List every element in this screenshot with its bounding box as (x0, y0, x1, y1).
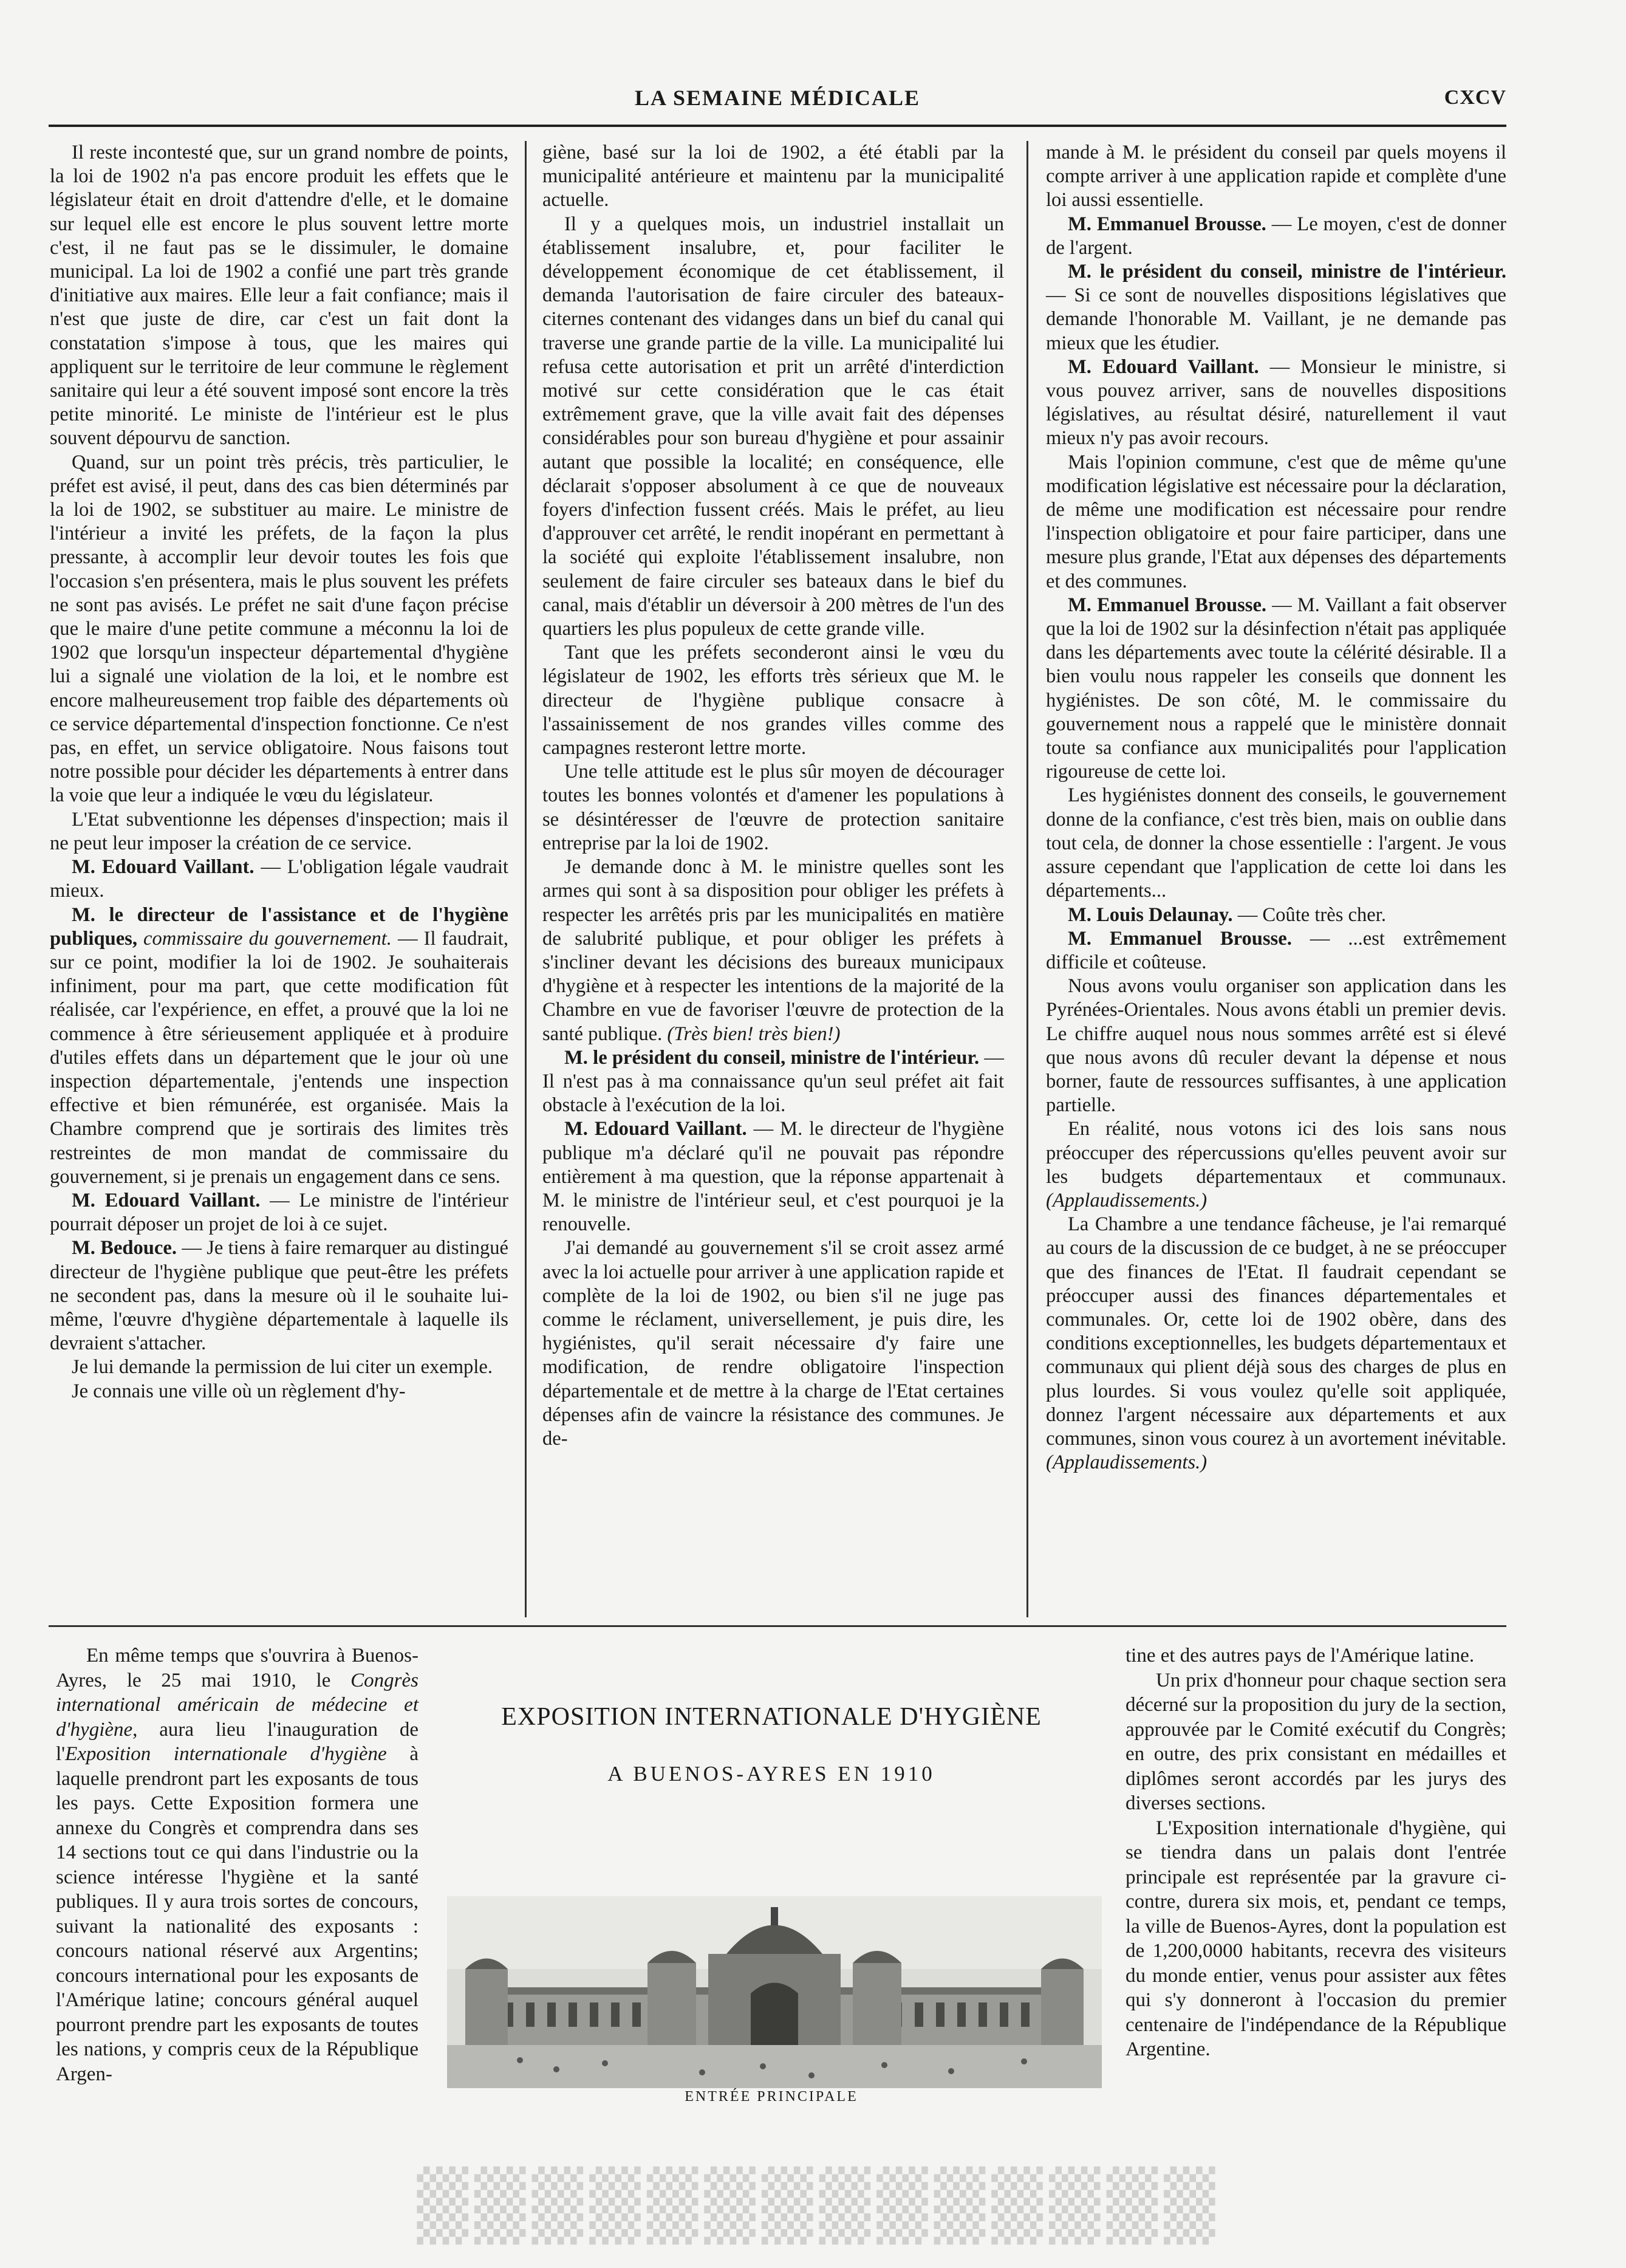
speaker-name: M. Louis Delaunay. (1068, 903, 1233, 926)
speech-paragraph (50, 903, 508, 1189)
paragraph: tine et des autres pays de l'Amérique latine. (1126, 1645, 1475, 1667)
header-rule (49, 125, 1506, 127)
applause-note: (Applaudissements.) (1046, 1451, 1208, 1474)
speaker-name: M. le président du conseil, ministre de l'intérieur. (1068, 261, 1506, 283)
paragraph (1046, 1117, 1506, 1213)
speaker-role: commissaire du gouvernement. (137, 927, 392, 950)
paragraph-text: En réalité, nous votons ici des lois sans nous préoccuper des répercussions qu'elles peuvent avoir sur les budgets départementaux et communaux. (1046, 1118, 1506, 1188)
text-run: En même temps que s'ouvrira à Buenos-Ayres, le 25 mai 1910, le (56, 1645, 418, 1691)
speech-paragraph (50, 1236, 508, 1355)
text-run: à laquelle prendront part les exposants de tous les pays. Cette Exposition formera une annexe du Congrès et comprendra dans ses 14 sections tout ce qui dans l'industrie ou la science intéresse l'hygiène et la santé publiques. Il y aura trois sortes de concours, suivant la nationalité des exposants : concours national réservé aux Argentins; concours international pour les exposants de l'Amérique latine; concours général auquel pourront prendre part les exposants de toutes les nations, y compris ceux de la République Argen- (56, 1743, 418, 2085)
speech-text: — M. le directeur de l'hygiène publique m'a déclaré qu'il ne pouvait pas répondre entièrement à ma question, que la réponse appartenait à M. le ministre de l'intérieur seul, et c'est pourquoi je la renouvelle. (542, 1118, 1004, 1236)
paragraph: mande à M. le président du conseil par quels moyens il compte arriver à une application rapide et complète d'une loi aussi essentielle. (1046, 142, 1506, 211)
speech-text: — Je tiens à faire remarquer au distingué directeur de l'hygiène publique que peut-être les préfets ne secondent pas, dans la mesure où il le souhaite lui-même, l'œuvre d'hygiène départementale à laquelle ils devraient s'attacher. (50, 1237, 508, 1355)
speech-paragraph (50, 1189, 508, 1236)
paragraph: Les hygiénistes donnent des conseils, le gouvernement donne de la confiance, c'est très bien, mais on oublie dans tout cela, de donner la chose essentielle : l'argent. Je vous assure cependant que l'application de cette loi dans les départements... (1046, 784, 1506, 902)
paragraph: J'ai demandé au gouvernement s'il se croit assez armé avec la loi actuelle pour arriver à une application rapide et complète de la loi de 1902, ou bien s'il ne juge pas comme le réclament, universellement, je puis dire, les hygiénistes, qu'il serait nécessaire d'y faire une modification, de rendre obligatoire l'inspection départementale et de mettre à la charge de l'Etat certaines dépenses afin de vaincre la résistance des communes. Je de- (542, 1237, 1004, 1450)
column-1 (50, 141, 508, 1403)
speech-paragraph (542, 1046, 1004, 1118)
speech-text: — Il n'est pas à ma connaissance qu'un seul préfet ait fait obstacle à l'exécution de la loi. (542, 1046, 1004, 1117)
expo-right-column (1126, 1643, 1506, 2062)
paragraph: Il y a quelques mois, un industriel installait un établissement insalubre, et, pour faciliter le développement économique de cet établissement, il demanda l'autorisation de faire circuler des bateaux-citernes contenant des vidanges dans un bief du canal qui traverse une grande partie de la ville. La municipalité lui refusa cette autorisation et prit un arrêté d'interdiction motivé sur cette considération que le cas était extrêmement grave, que la ville avait fait des dépenses considérables pour son bureau d'hygiène et pour assainir autant que possible la localité; en conséquence, elle déclarait s'opposer absolument à ce que de nouveaux foyers d'infection fussent créés. Mais le préfet, au lieu d'approuver cet arrêté, le rendit inopérant en permettant à la société qui exploite l'établissement insalubre, non seulement de faire circuler ses bateaux dans le bief du canal, mais d'établir un déversoir à 200 mètres de l'un des quartiers les plus populeux de cette grande ville. (542, 213, 1004, 640)
paragraph: Il reste incontesté que, sur un grand nombre de points, la loi de 1902 n'a pas encore produit les effets que le législateur était en droit d'attendre d'elle, et le domaine sur lequel elle est encore le plus souvent lettre morte c'est, il ne faut pas se le dissimuler, le domaine municipal. La loi de 1902 a confié une part très grande d'initiative aux maires. Elle leur a fait confiance; mais il n'est que juste de dire, car c'est un fait dont la constatation s'impose à tous, que les maires qui appliquent sur le territoire de leur commune le règlement sanitaire qui leur a été souvent imposé sont encore la très petite minorité. Le ministe de l'intérieur est le plus souvent dépourvu de sanction. (50, 142, 508, 450)
engraving-caption: ENTRÉE PRINCIPALE (685, 2089, 858, 2105)
column-rule (1026, 141, 1028, 1617)
paragraph: Je lui demande la permission de lui citer un exemple. (72, 1356, 493, 1379)
column-2 (542, 141, 1004, 1451)
speech-text: — ...est extrêmement difficile et coûteuse. (1046, 927, 1506, 973)
speaker-name: M. Edouard Vaillant. (564, 1118, 747, 1140)
paragraph: giène, basé sur la loi de 1902, a été établi par la municipalité antérieure et maintenu par la municipalité actuelle. (542, 142, 1004, 211)
article-subtitle: A BUENOS-AYRES EN 1910 (607, 1762, 935, 1786)
journal-title: LA SEMAINE MÉDICALE (634, 86, 921, 110)
speech-text: — Il faudrait, sur ce point, modifier la loi de 1902. Je souhaiterais infiniment, pour ma part, que cette modification fût réalisée, car l'expérience, en effet, a prouvé que la loi ne commence à être sérieusement appliquée et à produire d'utiles effets dans un département que le jour où une inspection départementale, j'entends une inspection effective et bien rémunérée, est organisée. Mais la Chambre comprend que je sortirais des limites très restreintes de mon mandat de commissaire du gouvernement, si je prenais un engagement dans ce sens. (50, 927, 508, 1188)
article-title: EXPOSITION INTERNATIONALE D'HYGIÈNE (501, 1703, 1042, 1731)
speaker-name: M. le directeur de l'assistance et de l'hygiène publiques, (50, 903, 508, 950)
italic-run: Congrès international américain de médecine et d'hygiène (56, 1669, 418, 1741)
speech-paragraph (1046, 260, 1506, 355)
paragraph: Quand, sur un point très précis, très particulier, le préfet est avisé, il peut, dans des cas bien déterminés par la loi de 1902, se substituer au maire. Le ministre de l'intérieur a invité les préfets, de la façon la plus pressante, à accomplir leur devoir toutes les fois que l'occasion s'en présentera, mais le plus souvent les préfets ne sont pas avisés. Le préfet ne sait d'une façon précise que le maire d'une petite commune a méconnu la loi de 1902 que lorsqu'un inspecteur départemental d'hygiène lui a signalé une violation de la loi, et le nombre est encore malheureusement trop faible des départements où ce service départemental d'inspection fonctionne. Ce n'est pas, en effet, un service obligatoire. Nous faisons tout notre possible pour décider les départements à entrer dans la voie que leur a indiquée le vœu du législateur. (50, 451, 508, 807)
italic-run: Exposition internationale d'hygiène (65, 1743, 387, 1765)
column-rule (525, 141, 527, 1617)
speech-text: — Monsieur le ministre, si vous pouvez arriver, sans de nouvelles dispositions législatives, au résultat désiré, naturellement il vaut mieux n'y pas avoir recours. (1046, 355, 1506, 450)
text-run: , aura lieu l'inauguration de l' (56, 1718, 418, 1765)
speaker-name: M. Emmanuel Brousse. (1068, 927, 1292, 950)
paragraph: L'Etat subventionne les dépenses d'inspection; mais il ne peut leur imposer la création de ce service. (50, 808, 508, 854)
paragraph (56, 1643, 418, 2086)
paragraph: L'Exposition internationale d'hygiène, qui se tiendra dans un palais dont l'entrée principale est représentée par la gravure ci-contre, durera six mois, et, pendant ce temps, la ville de Buenos-Ayres, dont la population est de 1,200,0000 habitants, recevra des visiteurs du monde entier, venus pour assister aux fêtes qui s'y donneront à l'occasion du premier centenaire de l'indépendance de la République Argentine. (1126, 1817, 1506, 2060)
paragraph: Mais l'opinion commune, c'est que de même qu'une modification législative est nécessaire pour la déclaration, de même une modification est nécessaire pour rendre l'inspection obligatoire et pour faire participer, dans une mesure plus grande, l'Etat aux dépenses des départements et des communes. (1046, 451, 1506, 592)
paragraph: Je connais une ville où un règlement d'hy- (72, 1380, 406, 1402)
speech-paragraph (1046, 903, 1506, 927)
speech-paragraph (1046, 213, 1506, 260)
speaker-name: M. Bedouce. (72, 1237, 177, 1259)
page-header (49, 85, 1506, 122)
speaker-name: M. Emmanuel Brousse. (1068, 213, 1266, 235)
paragraph (1046, 1213, 1506, 1475)
speech-paragraph (50, 855, 508, 903)
speech-text: — Le moyen, c'est de donner de l'argent. (1046, 213, 1506, 259)
paragraph: Nous avons voulu organiser son application dans les Pyrénées-Orientales. Nous avons établi un premier devis. Le chiffre auquel nous nous sommes arrêté est si élevé que nous avons dû reculer devant la dépense et nous borner, faute de ressources suffisantes, à une application partielle. (1046, 975, 1506, 1117)
speech-paragraph (1046, 355, 1506, 451)
column-3 (1046, 141, 1506, 1475)
applause-note: (Très bien! très bien!) (667, 1023, 841, 1045)
paragraph: Tant que les préfets seconderont ainsi le vœu du législateur de 1902, les efforts très sérieux que M. le directeur de l'hygiène publique consacre à l'assainissement de nos grandes villes comme des campagnes resteront lettre morte. (542, 642, 1004, 759)
speech-paragraph (542, 1117, 1004, 1236)
expo-left-column (56, 1643, 418, 2086)
speech-text: — Si ce sont de nouvelles dispositions législatives que demande l'honorable M. Vaillant, je ne demande pas mieux que les étudier. (1046, 284, 1506, 354)
paragraph-text: La Chambre a une tendance fâcheuse, je l'ai remarqué au cours de la discussion de ce budget, à ne se préoccuper que des finances de l'Etat. Il faudrait cependant se préoccuper aussi des finances départementales et communales. Or, cette loi de 1902 obère, dans des conditions exceptionnelles, les budgets départementaux et communaux qui plient déjà sous des charges de plus en plus lourdes. Si vous voulez qu'elle soit appliquée, donnez l'argent nécessaire aux départements et aux communes, sinon vous courez à un avortement inévitable. (1046, 1213, 1506, 1450)
speaker-name: M. Edouard Vaillant. (1068, 355, 1259, 378)
page-folio: CXCV (1444, 86, 1506, 109)
speech-text: — Le ministre de l'intérieur pourrait déposer un projet de loi à ce sujet. (50, 1189, 508, 1236)
speech-paragraph (1046, 594, 1506, 784)
paragraph (542, 855, 1004, 1046)
applause-note: (Applaudissements.) (1046, 1189, 1208, 1211)
engraving-illustration (447, 1896, 1102, 2088)
speech-paragraph (1046, 927, 1506, 975)
paragraph-text: Je demande donc à M. le ministre quelles sont les armes qui sont à sa disposition pour obliger les préfets à respecter les arrêtés pris par les municipalités en matière de salubrité publique, et pour obliger les préfets à s'incliner devant les décisions des bureaux municipaux d'hygiène et à respecter les intentions de la majorité de la Chambre en vue de favoriser l'œuvre de protection de la santé publique. (542, 856, 1004, 1045)
speech-text: — M. Vaillant a fait observer que la loi de 1902 sur la désinfection n'était pas appliquée dans les départements avec toute la célérité désirable. Il a bien voulu nous rappeler les conseils que donnent les hygiénistes. De son côté, M. le commissaire du gouvernement nous a rappelé que le ministère donnait toute sa confiance aux municipalités pour l'application rigoureuse de cette loi. (1046, 594, 1506, 783)
ad-bleed-through: ▒▒▒▒▒▒▒▒▒▒▒▒▒▒ (411, 2166, 1215, 2244)
speech-text: — Coûte très cher. (1232, 903, 1386, 926)
speaker-name: M. Emmanuel Brousse. (1068, 594, 1267, 616)
section-rule (49, 1625, 1506, 1627)
speaker-name: M. Edouard Vaillant. (72, 1189, 261, 1211)
speech-text: — L'obligation légale vaudrait mieux. (50, 856, 508, 902)
speaker-name: M. le président du conseil, ministre de l'intérieur. (564, 1046, 980, 1069)
speaker-name: M. Edouard Vaillant. (72, 856, 254, 879)
paragraph: Une telle attitude est le plus sûr moyen de décourager toutes les bonnes volontés et d'amener les populations à se désintéresser de l'œuvre de protection sanitaire entreprise par la loi de 1902. (542, 761, 1004, 854)
paragraph: Un prix d'honneur pour chaque section sera décerné sur la proposition du jury de la section, approuvée par le Comité exécutif du Congrès; en outre, des prix consistant en médailles et diplômes seront accordés par les jurys des diverses sections. (1126, 1669, 1506, 1814)
